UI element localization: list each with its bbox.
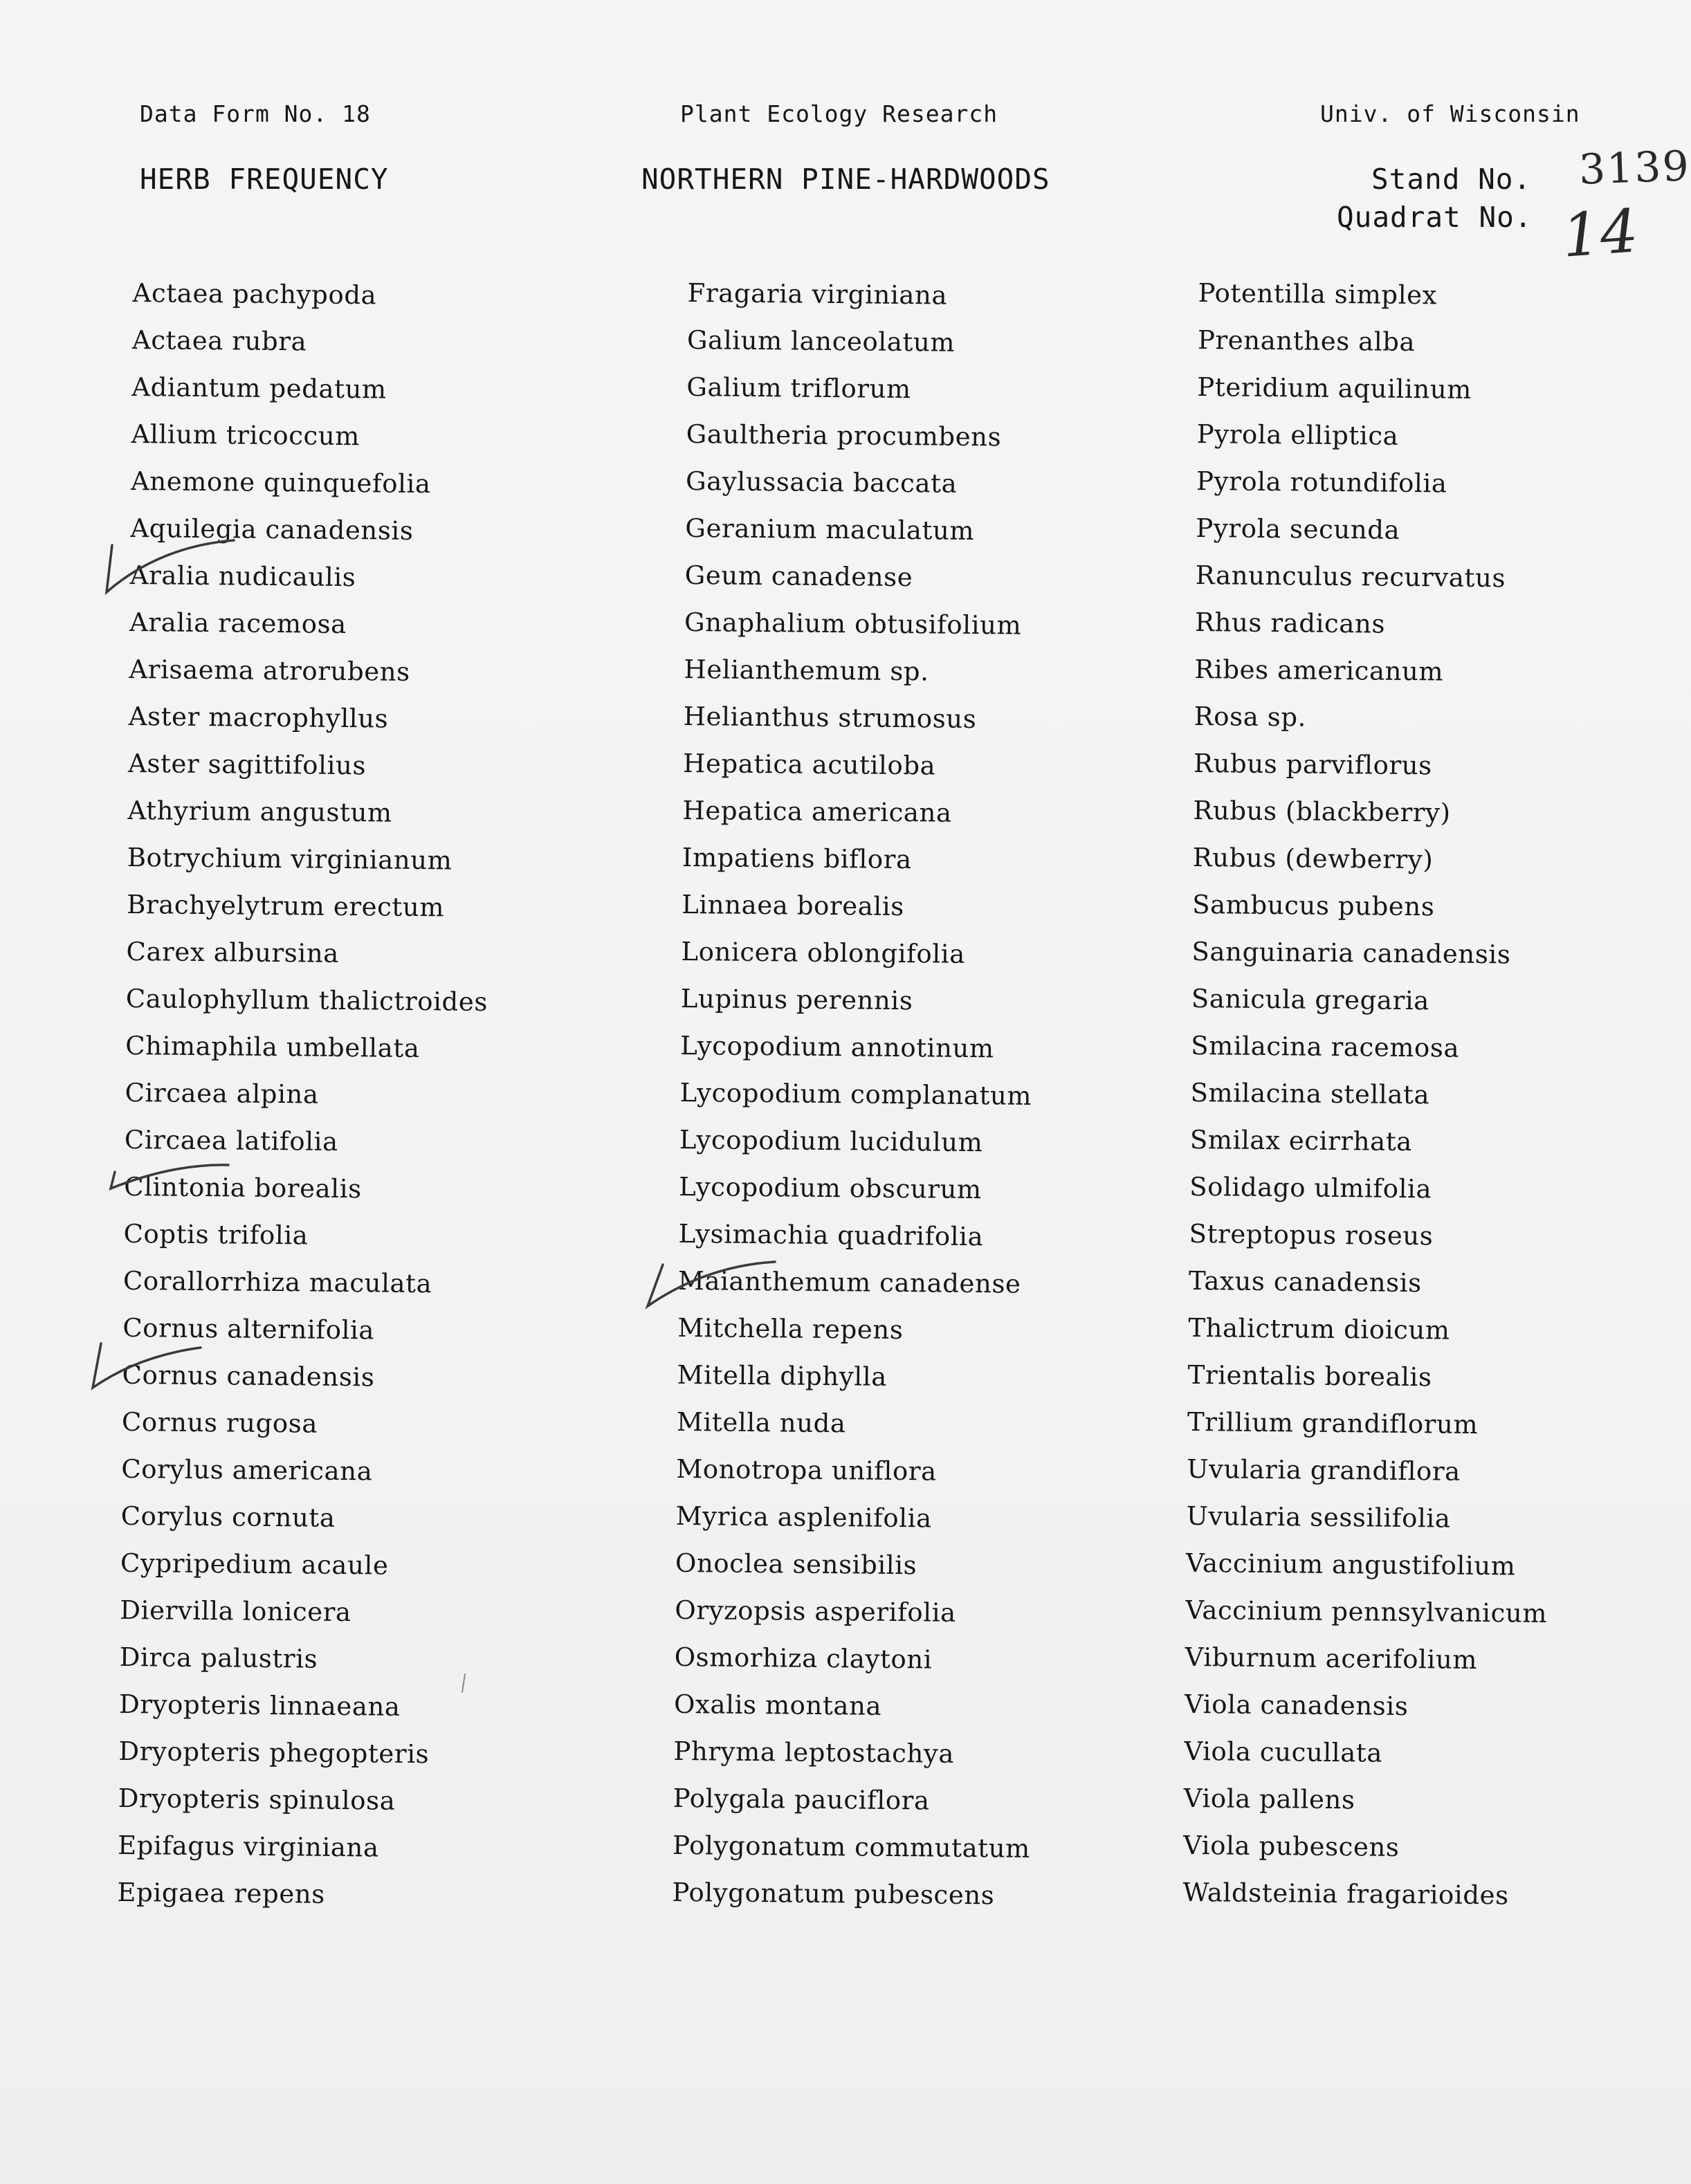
species-item: Potentilla simplex <box>1198 277 1438 311</box>
species-item: Rubus (dewberry) <box>1192 842 1434 875</box>
species-item: Monotropa uniflora <box>676 1453 938 1487</box>
species-item: Hepatica americana <box>682 795 952 828</box>
species-item: Taxus canadensis <box>1188 1265 1422 1299</box>
stand-number-handwritten: 3139 <box>1578 142 1691 194</box>
quadrat-number-label: Quadrat No. <box>1337 201 1533 234</box>
species-item: Trillium grandiflorum <box>1187 1406 1479 1440</box>
species-item: Aralia nudicaulis <box>129 560 356 593</box>
species-item: Corylus americana <box>121 1453 373 1487</box>
species-item: Aster sagittifolius <box>127 748 367 781</box>
species-item: Streptopus roseus <box>1189 1218 1434 1251</box>
species-item: Actaea rubra <box>131 324 307 357</box>
species-item: Anemone quinquefolia <box>130 466 431 499</box>
species-item: Smilacina racemosa <box>1191 1030 1460 1063</box>
form-number: Data Form No. 18 <box>140 100 371 127</box>
species-item: Rubus (blackberry) <box>1193 795 1451 828</box>
species-item: Lycopodium obscurum <box>679 1171 982 1205</box>
species-item: Polygonatum pubescens <box>672 1877 995 1911</box>
species-item: Sanicula gregaria <box>1191 983 1430 1016</box>
species-item: Geranium maculatum <box>685 513 975 546</box>
species-item: Viola canadensis <box>1184 1689 1409 1722</box>
species-item: Galium lanceolatum <box>686 324 956 358</box>
species-item: Athyrium angustum <box>127 795 392 828</box>
species-item: Rubus parviflorus <box>1193 748 1432 781</box>
species-item: Pyrola rotundifolia <box>1196 466 1447 499</box>
species-item: Helianthemum sp. <box>684 654 929 687</box>
species-item: Gnaphalium obtusifolium <box>684 607 1022 641</box>
species-item: Smilax ecirrhata <box>1189 1124 1413 1157</box>
species-item: Maianthemum canadense <box>677 1265 1021 1299</box>
species-item: Polygala pauciflora <box>673 1783 930 1816</box>
species-item: Rosa sp. <box>1194 701 1307 733</box>
species-item: Cornus canadensis <box>122 1359 375 1393</box>
species-column-1 <box>117 270 495 1920</box>
species-item: Lysimachia quadrifolia <box>678 1218 984 1252</box>
species-item: Dryopteris spinulosa <box>118 1783 396 1816</box>
species-item: Dirca palustris <box>119 1642 318 1674</box>
species-item: Epifagus virginiana <box>117 1830 379 1863</box>
species-item: Lycopodium lucidulum <box>679 1124 983 1158</box>
species-item: Corylus cornuta <box>120 1501 336 1533</box>
species-column-2 <box>672 270 1045 1920</box>
species-item: Circaea latifolia <box>124 1124 338 1157</box>
species-item: Viola pubescens <box>1182 1830 1400 1862</box>
species-item: Rhus radicans <box>1194 607 1386 639</box>
species-item: Mitchella repens <box>677 1312 904 1346</box>
species-item: Geum canadense <box>684 560 913 593</box>
species-item: Phryma leptostachya <box>673 1736 955 1769</box>
species-item: Gaultheria procumbens <box>686 419 1002 452</box>
species-item: Diervilla lonicera <box>120 1595 351 1628</box>
species-item: Cornus alternifolia <box>122 1312 375 1346</box>
quadrat-number-handwritten: 14 <box>1560 196 1640 271</box>
species-item: Corallorrhiza maculata <box>122 1265 432 1299</box>
species-item: Thalictrum dioicum <box>1188 1312 1450 1346</box>
community-title: NORTHERN PINE-HARDWOODS <box>641 163 1050 196</box>
species-item: Aster macrophyllus <box>128 701 389 734</box>
species-item: Smilacina stellata <box>1190 1077 1430 1110</box>
species-item: Carex albursina <box>126 936 340 969</box>
species-item: Aralia racemosa <box>129 607 347 639</box>
species-item: Viola pallens <box>1183 1783 1355 1815</box>
species-item: Coptis trifolia <box>123 1218 309 1251</box>
species-item: Helianthus strumosus <box>683 701 977 735</box>
species-item: Vaccinium angustifolium <box>1185 1548 1516 1581</box>
species-item: Circaea alpina <box>125 1077 319 1110</box>
university-label: Univ. of Wisconsin <box>1320 100 1580 127</box>
form-title: HERB FREQUENCY <box>140 163 389 196</box>
species-item: Oryzopsis asperifolia <box>675 1595 956 1628</box>
species-item: Botrychium virginianum <box>127 842 453 876</box>
species-item: Solidago ulmifolia <box>1189 1171 1432 1204</box>
species-item: Uvularia grandiflora <box>1187 1453 1461 1487</box>
research-label: Plant Ecology Research <box>680 100 998 127</box>
species-item: Linnaea borealis <box>681 889 905 922</box>
species-item: Pyrola secunda <box>1196 513 1400 545</box>
species-item: Galium triflorum <box>686 371 911 405</box>
species-item: Lycopodium complanatum <box>679 1077 1032 1111</box>
species-column-3 <box>1182 270 1560 1920</box>
stand-number-label: Stand No. <box>1371 163 1532 196</box>
species-item: Chimaphila umbellata <box>125 1030 420 1064</box>
species-item: Myrica asplenifolia <box>675 1501 932 1534</box>
species-item: Prenanthes alba <box>1197 324 1416 358</box>
species-item: Impatiens biflora <box>682 842 912 875</box>
species-item: Cornus rugosa <box>121 1406 318 1439</box>
species-item: Brachyelytrum erectum <box>126 889 445 923</box>
species-item: Mitella diphylla <box>677 1359 888 1392</box>
species-item: Actaea pachypoda <box>132 277 377 311</box>
species-item: Hepatica acutiloba <box>682 748 936 781</box>
species-item: Adiantum pedatum <box>131 371 387 405</box>
species-item: Aquilegia canadensis <box>130 513 414 546</box>
species-item: Pteridium aquilinum <box>1197 371 1472 405</box>
species-item: Arisaema atrorubens <box>129 654 410 687</box>
species-item: Uvularia sessilifolia <box>1186 1501 1451 1534</box>
species-item: Onoclea sensibilis <box>675 1548 917 1581</box>
species-item: Lupinus perennis <box>680 983 913 1016</box>
species-item: Caulophyllum thalictroides <box>125 983 488 1017</box>
species-item: Gaylussacia baccata <box>685 466 958 499</box>
species-item: Ranunculus recurvatus <box>1195 560 1506 594</box>
species-item: Osmorhiza claytoni <box>674 1642 933 1675</box>
species-item: Sambucus pubens <box>1191 889 1435 922</box>
species-item: Viola cucullata <box>1184 1736 1383 1768</box>
species-item: Dryopteris phegopteris <box>118 1736 430 1770</box>
species-item: Viburnum acerifolium <box>1185 1642 1478 1675</box>
species-item: Clintonia borealis <box>124 1171 362 1204</box>
species-item: Sanguinaria canadensis <box>1191 936 1511 970</box>
species-item: Oxalis montana <box>673 1689 882 1721</box>
species-item: Lonicera oblongifolia <box>681 936 966 969</box>
species-item: Fragaria virginiana <box>687 277 948 311</box>
species-item: Ribes americanum <box>1194 654 1444 687</box>
species-item: Vaccinium pennsylvanicum <box>1185 1595 1548 1628</box>
species-item: Cypripedium acaule <box>120 1548 389 1581</box>
species-item: Trientalis borealis <box>1187 1359 1432 1393</box>
species-item: Pyrola elliptica <box>1196 419 1399 451</box>
species-item: Waldsteinia fragarioides <box>1182 1877 1509 1911</box>
species-item: Allium tricoccum <box>131 419 360 452</box>
species-item: Mitella nuda <box>676 1406 846 1439</box>
species-item: Dryopteris linnaeana <box>118 1689 401 1722</box>
species-item: Polygonatum commutatum <box>672 1830 1031 1864</box>
species-item: Epigaea repens <box>117 1877 326 1909</box>
species-item: Lycopodium annotinum <box>680 1030 994 1064</box>
